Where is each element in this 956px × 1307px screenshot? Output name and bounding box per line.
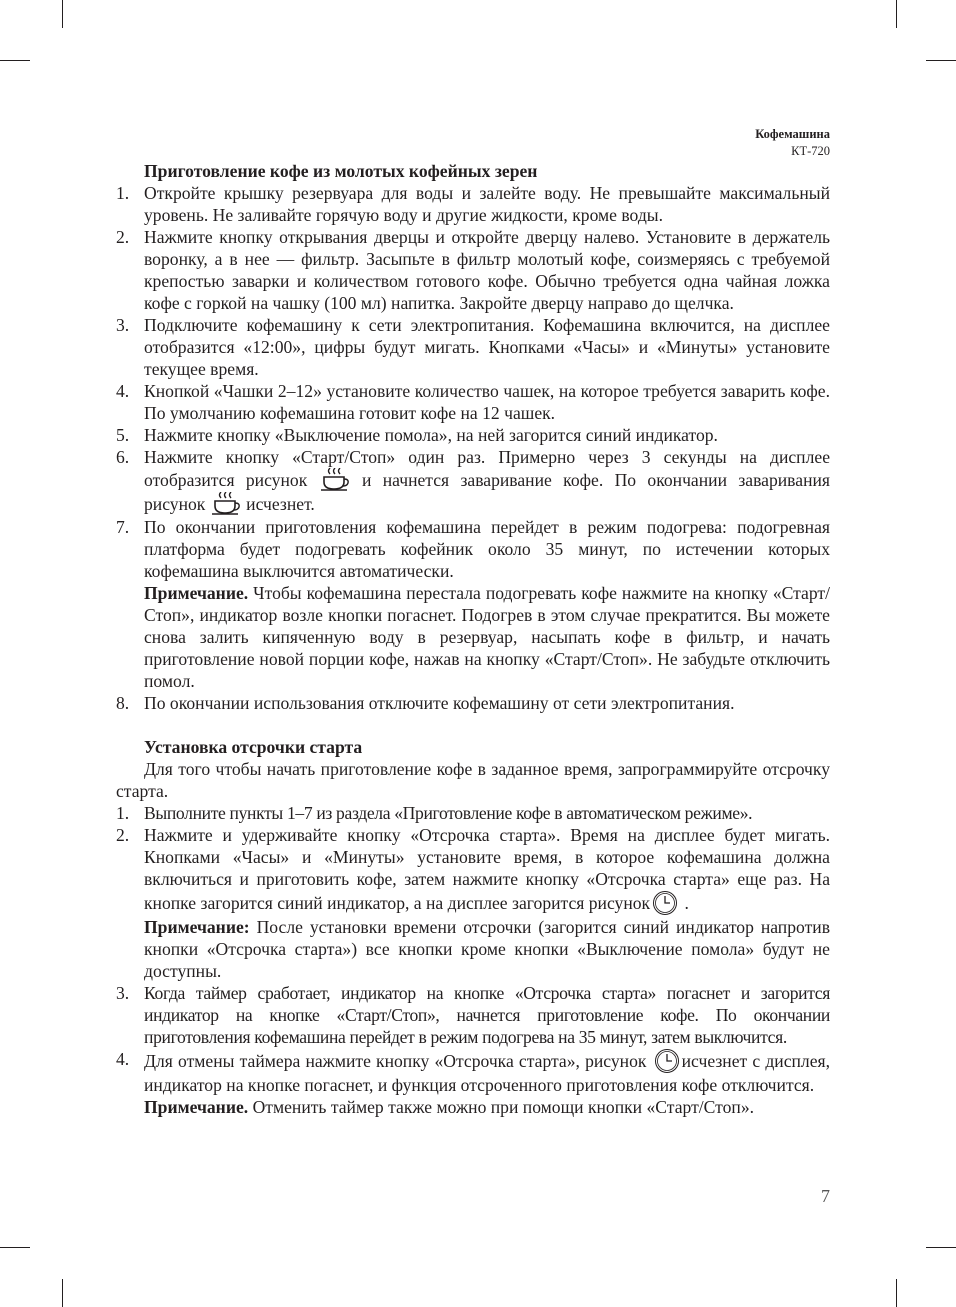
note-label: Примечание. — [144, 1097, 249, 1117]
item-number: 8. — [116, 693, 130, 713]
item-text-c: исчезнет. — [241, 494, 315, 514]
crop-mark — [62, 0, 63, 28]
item-text: По окончании использования отключите кофемашину от сети электропитания. — [144, 693, 735, 713]
list-item — [116, 516, 830, 582]
item-number: 2. — [116, 825, 130, 845]
list-item — [116, 1048, 830, 1096]
list-item — [116, 446, 830, 516]
item-number: 1. — [116, 803, 130, 823]
item-number: 5. — [116, 425, 130, 445]
crop-mark — [896, 0, 897, 28]
item-number: 2. — [116, 227, 130, 247]
item-text-end: . — [680, 893, 689, 913]
item-text: Подключите кофемашину к сети электропитания. Кофемашина включится, на дисплее отобразится «12:00», цифры будут мигать. Кнопками «Часы» и «Минуты» установите текущее время. — [144, 315, 830, 379]
item-text-b: и начнется заваривание кофе. По окончании заваривания рисунок — [144, 470, 830, 514]
clock-icon — [650, 890, 680, 916]
item-text: Нажмите кнопку открывания дверцы и откройте дверцу налево. Установите в держатель воронку, а в нее — фильтр. Засыпьте в фильтр молотый кофе, соизмеряясь с требуемой крепостью заварки и количеством готового кофе. Обычно требуется одна чайная ложка кофе с горкой на чашку (100 мл) напитка. Закройте дверцу направо до щелчка. — [144, 227, 830, 313]
item-number: 6. — [116, 447, 130, 467]
header-brand: Кофемашина — [755, 127, 830, 141]
section-title-ground-coffee: Приготовление кофе из молотых кофейных зерен — [144, 161, 538, 181]
item-number: 4. — [116, 1049, 130, 1069]
crop-mark — [62, 1279, 63, 1307]
item-text: Выполните пункты 1–7 из раздела «Приготовление кофе в автоматическом режиме». — [144, 803, 753, 823]
list-item — [116, 182, 830, 226]
item-text: Нажмите и удерживайте кнопку «Отсрочка старта». Время на дисплее будет мигать. Кнопками «Часы» и «Минуты» установите время, в которое кофемашина должна включиться и приготовить кофе, затем нажмите кнопку «Отсрочка старта» еще раз. На кнопке загорится синий индикатор, а на дисплее загорится рисунок — [144, 825, 830, 913]
running-header — [755, 126, 830, 160]
crop-mark — [896, 1279, 897, 1307]
item-text-a: Для отмены таймера нажмите кнопку «Отсрочка старта», рисунок — [144, 1051, 652, 1071]
list-item — [116, 802, 830, 824]
list-item — [116, 824, 830, 916]
clock-icon — [652, 1048, 682, 1074]
section-intro: Для того чтобы начать приготовление кофе в заданное время, запрограммируйте отсрочку старта. — [116, 759, 830, 801]
item-number: 3. — [116, 315, 130, 335]
crop-mark — [0, 60, 30, 61]
note — [116, 582, 830, 692]
section-title-delay-start: Установка отсрочки старта — [144, 737, 363, 757]
item-text: Откройте крышку резервуара для воды и залейте воду. Не превышайте максимальный уровень. Не заливайте горячую воду и другие жидкости, кроме воды. — [144, 183, 830, 225]
item-text: Кнопкой «Чашки 2–12» установите количество чашек, на которое требуется заварить кофе. По умолчанию кофемашина готовит кофе на 12 чашек. — [144, 381, 830, 423]
crop-mark — [0, 1247, 30, 1248]
item-number: 4. — [116, 381, 130, 401]
page-number: 7 — [821, 1186, 830, 1206]
note-label: Примечание: — [144, 917, 250, 937]
item-text: По окончании приготовления кофемашина перейдет в режим подогрева: подогревная платформа будет подогревать кофейник около 35 минут, по истечении которых кофемашина выключится автоматически. — [144, 517, 830, 581]
list-item — [116, 314, 830, 380]
crop-mark — [926, 60, 956, 61]
item-number: 3. — [116, 983, 130, 1003]
note-text: После установки времени отсрочки (загорится синий индикатор напротив кнопки «Отсрочка старта») все кнопки кроме кнопки «Выключение помола» будут не доступны. — [144, 917, 830, 981]
list-item — [116, 982, 830, 1048]
page-content — [116, 160, 830, 1118]
list-item — [116, 424, 830, 446]
note-label: Примечание. — [144, 583, 249, 603]
note — [116, 916, 830, 982]
note-text: Чтобы кофемашина перестала подогревать кофе нажмите на кнопку «Старт/Стоп», индикатор возле кнопки погаснет. Подогрев в этом случае прекратится. Вы можете снова залить кипяченную воду в резервуар, насыпать кофе в фильтр, и начать приготовление новой порции кофе, нажав на кнопку «Старт/Стоп». Не забудьте отключить помол. — [144, 583, 830, 691]
item-text-a: Нажмите кнопку «Старт/Стоп» один раз. Примерно через 3 секунды на дисплее отобразится рисунок — [144, 447, 830, 490]
item-text: Когда таймер сработает, индикатор на кнопке «Отсрочка старта» погаснет и загорится индикатор на кнопке «Старт/Стоп», начнется приготовление кофе. По окончании приготовления кофемашина перейдет в режим подогрева на 35 минут, затем выключится. — [144, 983, 830, 1047]
item-text: Нажмите кнопку «Выключение помола», на ней загорится синий индикатор. — [144, 425, 718, 445]
item-number: 1. — [116, 183, 130, 203]
header-model: КТ-720 — [791, 144, 830, 158]
list-item — [116, 380, 830, 424]
coffee-cup-icon — [210, 492, 242, 516]
item-text-b: исчезнет с дисплея, индикатор на кнопке погаснет, и функция отсроченного приготовления кофе отключится. — [144, 1051, 830, 1095]
item-number: 7. — [116, 517, 130, 537]
note — [116, 1096, 830, 1118]
coffee-cup-icon — [319, 468, 351, 492]
list-item — [116, 226, 830, 314]
crop-mark — [926, 1247, 956, 1248]
list-item — [116, 692, 830, 714]
note-text: Отменить таймер также можно при помощи кнопки «Старт/Стоп». — [248, 1097, 755, 1117]
